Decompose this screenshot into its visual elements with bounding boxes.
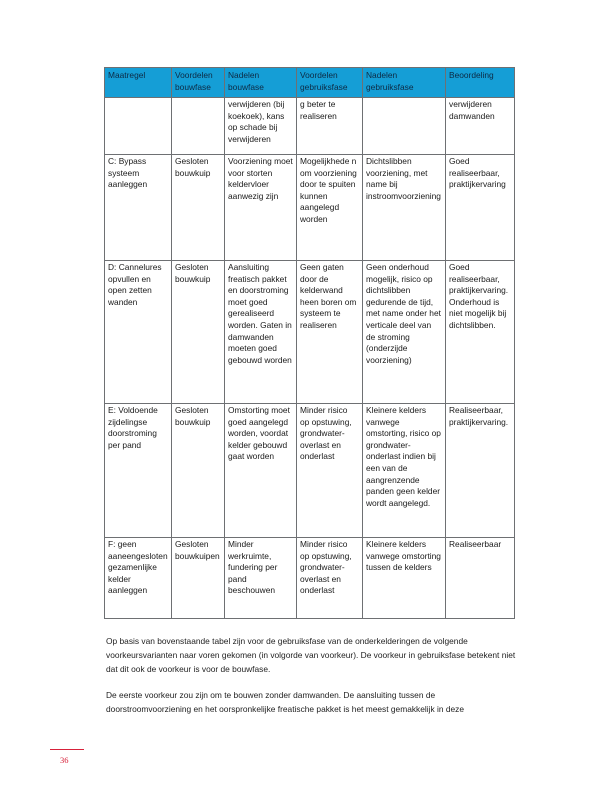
table-cell: Geen onderhoud mogelijk, risico op dichtslibben gedurende de tijd, met name onder het verticale deel van de stroming (onderzijde voorziening) [363,261,446,404]
table-cell: Gesloten bouwkuipen [172,538,225,619]
table-cell: Gesloten bouwkuip [172,404,225,538]
header-cell: Nadelen bouwfase [225,68,297,98]
table-row [105,261,515,404]
body-paragraph: De eerste voorkeur zou zijn om te bouwen zonder damwanden. De aansluiting tussen de doorstroomvoorziening en het oorspronkelijke freatische pakket is het meest gemakkelijk in deze [106,690,464,714]
table-cell: D: Cannelures opvullen en open zetten wanden [105,261,172,404]
table-cell [172,98,225,155]
header-cell: Maatregel [105,68,172,98]
footer-divider [50,749,84,750]
table-cell: Goed realiseerbaar, praktijkervaring. Onderhoud is niet mogelijk bij dichtslibben. [446,261,515,404]
table-cell: Gesloten bouwkuip [172,155,225,261]
table-cell: Minder werkruimte, fundering per pand beschouwen [225,538,297,619]
table-cell: Mogelijkhede n om voorziening door te spuiten kunnen aangelegd worden [297,155,363,261]
body-paragraph: Op basis van bovenstaande tabel zijn voor de gebruiksfase van de onderkelderingen de volgende voorkeursvarianten naar voren gekomen (in volgorde van voorkeur). De voorkeur in gebruiksfase betekent niet dat dit ook de voorkeur is voor de bouwfase. [106,636,516,674]
page-number: 36 [60,755,69,765]
table-cell: Kleinere kelders vanwege omstorting tussen de kelders [363,538,446,619]
table-cell: Dichtslibben voorziening, met name bij instroomvoorziening [363,155,446,261]
table-cell: Realiseerbaar, praktijkervaring. [446,404,515,538]
table-cell: Kleinere kelders vanwege omstorting, risico op grondwater-onderlast indien bij een van de aangrenzende panden geen kelder wordt aangelegd. [363,404,446,538]
table-cell: Aansluiting freatisch pakket en doorstroming moet goed gerealiseerd worden. Gaten in damwanden moeten goed gebouwd worden [225,261,297,404]
header-cell: Voordelen bouwfase [172,68,225,98]
table-row [105,98,515,155]
table-cell: Realiseerbaar [446,538,515,619]
table-row [105,155,515,261]
header-cell: Nadelen gebruiksfase [363,68,446,98]
table-cell: E: Voldoende zijdelingse doorstroming per pand [105,404,172,538]
table-cell: verwijderen damwanden [446,98,515,155]
table-cell: Geen gaten door de kelderwand heen boren om systeem te realiseren [297,261,363,404]
table-cell [363,98,446,155]
table-cell: F: geen aaneengesloten gezamenlijke kelder aanleggen [105,538,172,619]
table-cell: Minder risico op opstuwing, grondwater-overlast en onderlast [297,538,363,619]
table-cell: verwijderen (bij koekoek), kans op schade bij verwijderen [225,98,297,155]
measures-table [104,67,515,619]
table-cell: Goed realiseerbaar, praktijkervaring [446,155,515,261]
header-cell: Voordelen gebruiksfase [297,68,363,98]
table-cell [105,98,172,155]
table-cell: Omstorting moet goed aangelegd worden, voordat kelder gebouwd gaat worden [225,404,297,538]
table-cell: C: Bypass systeem aanleggen [105,155,172,261]
table-row [105,404,515,538]
table-cell: Minder risico op opstuwing, grondwater-overlast en onderlast [297,404,363,538]
table-cell: Gesloten bouwkuip [172,261,225,404]
table-cell: Voorziening moet voor storten keldervloer aanwezig zijn [225,155,297,261]
table-row [105,538,515,619]
table-header-row [105,68,515,98]
header-cell: Beoordeling [446,68,515,98]
table-cell: g beter te realiseren [297,98,363,155]
